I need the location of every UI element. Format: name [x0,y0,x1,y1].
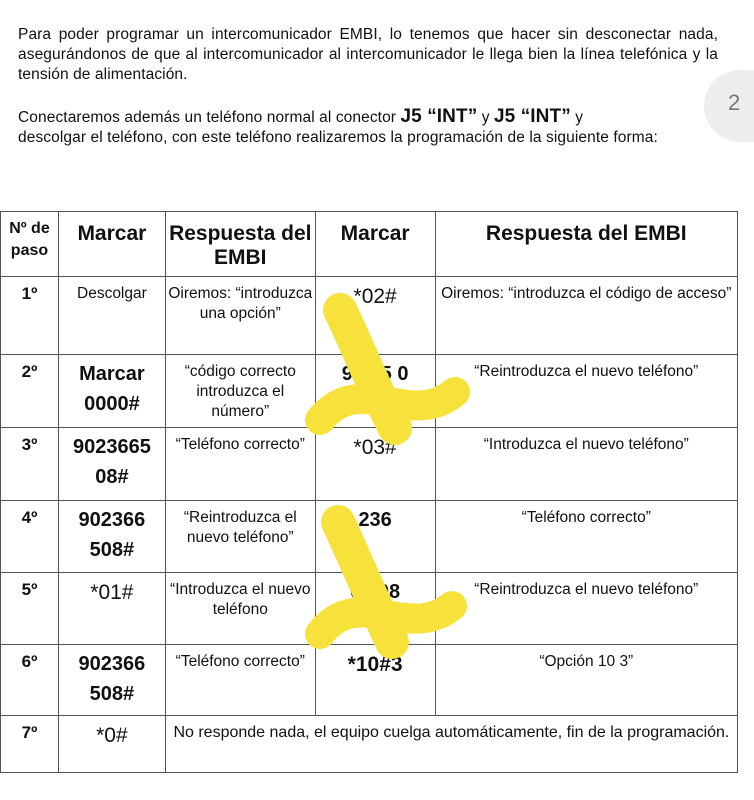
intro-paragraph-1: Para poder programar un intercomunicador EMBI, lo tenemos que hacer sin desconectar nada, asegurándonos de que al intercomunicador al intercomunicador le llega bien la línea telefónica y la tensión de alimentación. [18,26,718,83]
step-cell: 6º [1,645,59,716]
dial-cell: 65 08 [315,573,435,645]
connector-label: J5 “INT” [493,106,571,127]
dial-cell: *03# [315,428,435,501]
intro-paragraph-2: Conectaremos además un teléfono normal al conector J5 “INT” y J5 “INT” y descolgar el teléfono, con este teléfono realizaremos la programación de la siguiente forma: [18,106,658,146]
dial-cell: *01# [58,573,165,645]
response-cell: “Teléfono correcto” [435,501,737,573]
response-cell: “Teléfono correcto” [165,645,315,716]
dial-cell: 902366 508# [58,501,165,573]
dial-cell: *0# [58,716,165,773]
step-cell: 4º [1,501,59,573]
dial-cell: 90 65 0 [315,355,435,428]
step-cell: 7º [1,716,59,773]
header-dial: Marcar [315,212,435,277]
response-cell: “Reintroduzca el nuevo teléfono” [435,573,737,645]
yellow-x-mark [300,300,470,450]
dial-cell: Descolgar [58,277,165,355]
table-row [1,716,738,773]
programming-table [0,211,738,773]
step-cell: 3º [1,428,59,501]
response-cell: “Teléfono correcto” [165,428,315,501]
dial-cell: *10#3 [315,645,435,716]
dial-cell: Marcar 0000# [58,355,165,428]
header-step: Nº de paso [1,212,59,277]
header-response: Respuesta del EMBI [165,212,315,277]
response-cell: “Opción 10 3” [435,645,737,716]
response-cell: Oiremos: “introduzca el código de acceso” [435,277,737,355]
dial-cell: 236 [315,501,435,573]
response-cell: “Reintroduzca el nuevo teléfono” [435,355,737,428]
response-cell: “Introduzca el nuevo teléfono” [435,428,737,501]
header-response: Respuesta del EMBI [435,212,737,277]
response-cell: “Introduzca el nuevo teléfono [165,573,315,645]
table-header-row [1,212,738,277]
dial-cell: 902366 508# [58,645,165,716]
step-cell: 5º [1,573,59,645]
connector-label: J5 “INT” [400,106,478,127]
dial-cell: 9023665 08# [58,428,165,501]
dial-cell: *02# [315,277,435,355]
merged-response-cell: No responde nada, el equipo cuelga automáticamente, fin de la programación. [165,716,737,773]
step-cell: 1º [1,277,59,355]
yellow-x-mark [300,512,470,662]
response-cell: “Reintroduzca el nuevo teléfono” [165,501,315,573]
response-cell: “código correcto introduzca el número” [165,355,315,428]
header-dial: Marcar [58,212,165,277]
response-cell: Oiremos: “introduzca una opción” [165,277,315,355]
page-number: 2 [704,70,754,142]
step-cell: 2º [1,355,59,428]
